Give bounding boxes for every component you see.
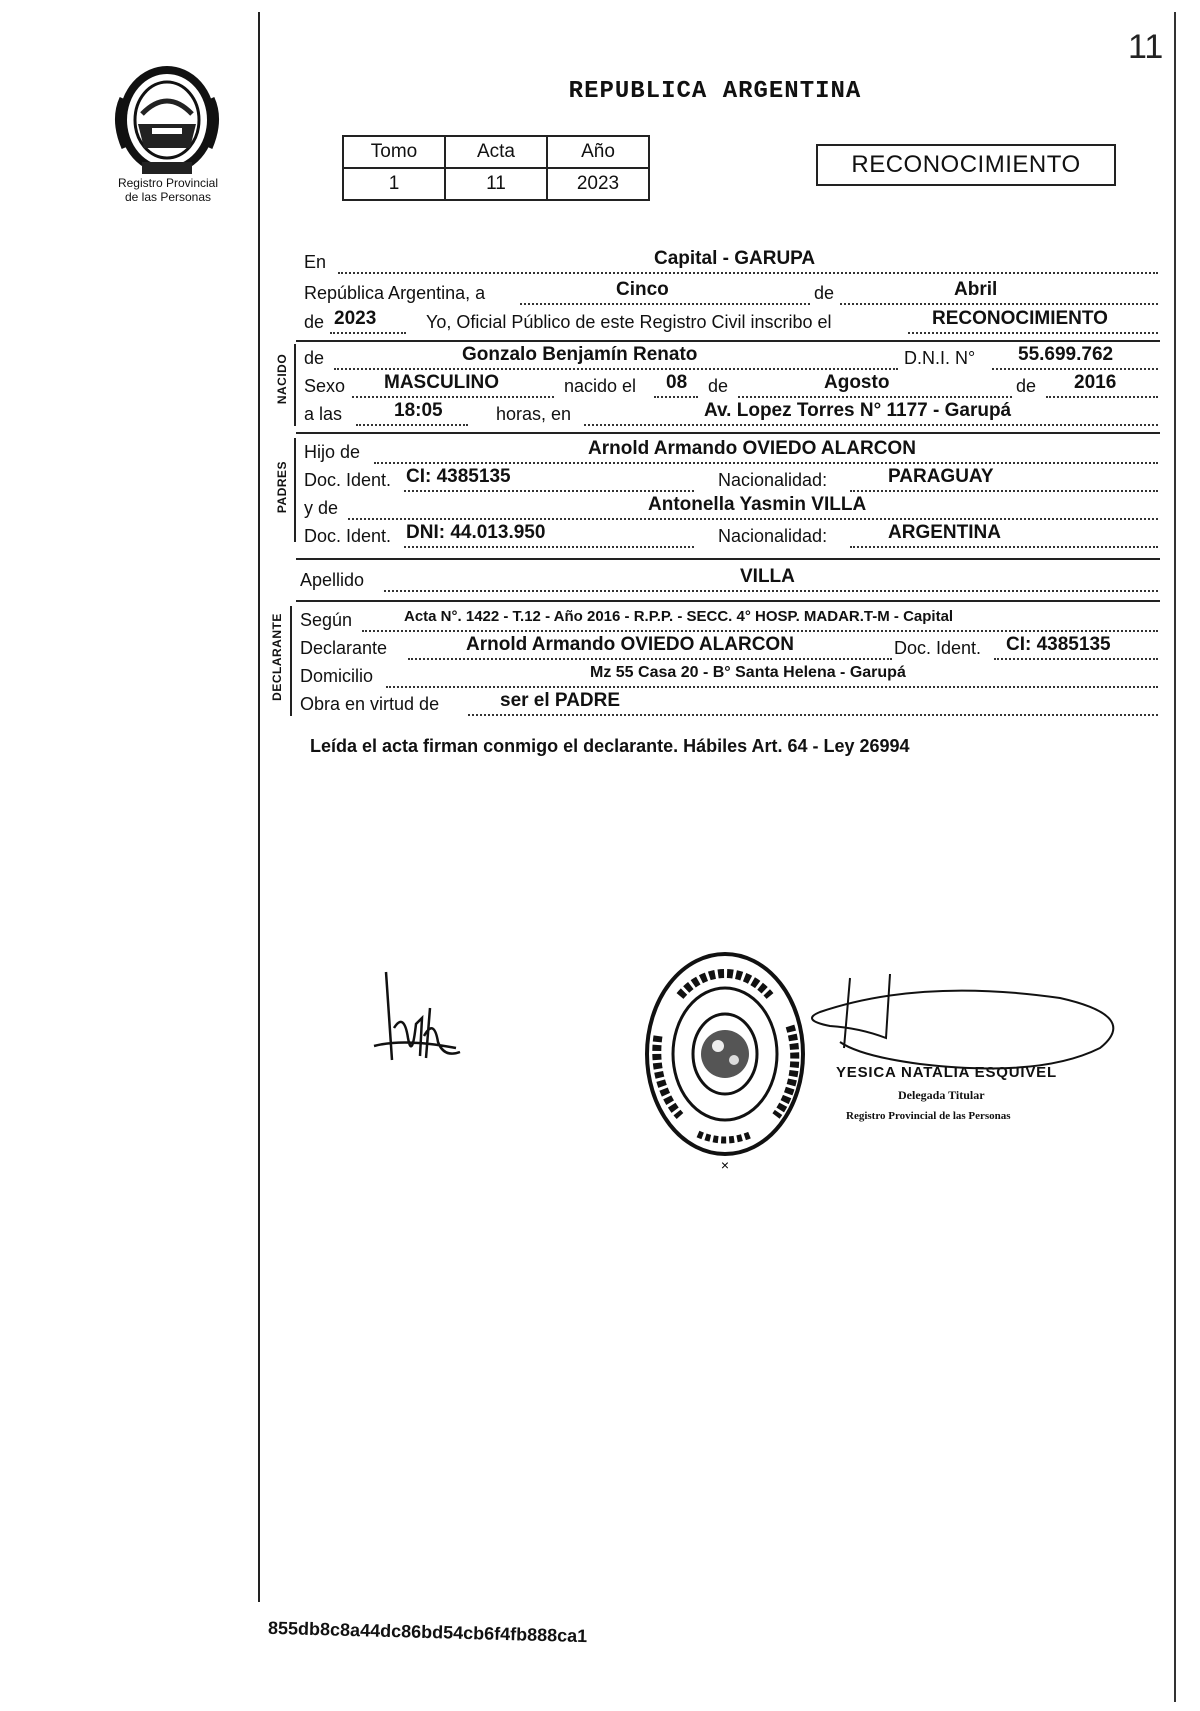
official-stamp <box>640 946 810 1176</box>
value-birth-month: Agosto <box>824 372 890 393</box>
svg-text:×: × <box>720 1157 730 1173</box>
value-tomo: 1 <box>343 168 445 200</box>
value-month: Abril <box>954 279 998 300</box>
value-mother-name: Antonella Yasmin VILLA <box>648 494 867 515</box>
page-title: REPUBLICA ARGENTINA <box>568 78 862 105</box>
record-type-box: RECONOCIMIENTO <box>816 144 1116 186</box>
value-birth-year: 2016 <box>1074 372 1117 393</box>
value-acta: 11 <box>445 168 547 200</box>
label-segun: Según <box>300 610 353 630</box>
row-obra <box>300 690 1158 716</box>
value-anio: 2023 <box>547 168 649 200</box>
value-father-name: Arnold Armando OVIEDO ALARCON <box>588 438 916 459</box>
value-inscribo: RECONOCIMIENTO <box>932 308 1108 329</box>
value-day: Cinco <box>616 279 669 300</box>
value-child-name: Gonzalo Benjamín Renato <box>462 344 698 365</box>
label-sexo: Sexo <box>304 376 346 396</box>
label-domicilio: Domicilio <box>300 666 374 686</box>
value-mother-nationality: ARGENTINA <box>888 522 1001 543</box>
value-en: Capital - GARUPA <box>654 248 816 269</box>
label-de-month: de <box>814 283 835 303</box>
separator-3 <box>296 558 1160 560</box>
value-obra: ser el PADRE <box>500 690 621 711</box>
value-dni: 55.699.762 <box>1018 344 1114 365</box>
label-mother-nacionalidad: Nacionalidad: <box>718 526 828 546</box>
label-declarante: Declarante <box>300 638 388 658</box>
value-birth-day: 08 <box>666 372 688 393</box>
value-birth-place: Av. Lopez Torres N° 1177 - Garupá <box>704 400 1012 421</box>
label-dni: D.N.I. N° <box>904 348 976 368</box>
page-number: 11 <box>1128 28 1164 66</box>
declarant-signature <box>364 968 474 1068</box>
separator-4 <box>296 600 1160 602</box>
row-inscribo <box>304 308 1158 334</box>
label-obra: Obra en virtud de <box>300 694 440 714</box>
row-hora <box>304 400 1158 426</box>
label-en: En <box>304 252 327 272</box>
row-name <box>304 344 1158 370</box>
row-madre <box>304 494 1158 520</box>
separator-2 <box>296 432 1160 434</box>
row-padre-doc <box>304 466 1158 492</box>
row-segun <box>300 606 1158 632</box>
label-birth-year-de: de <box>1016 376 1037 396</box>
label-nacido-el: nacido el <box>564 376 637 396</box>
left-margin-line <box>258 12 260 1602</box>
label-a-las: a las <box>304 404 343 424</box>
row-madre-doc <box>304 522 1158 548</box>
label-inscribo: Yo, Oficial Público de este Registro Civil inscribo el <box>426 312 832 332</box>
closing-statement: Leída el acta firman conmigo el declarante. Hábiles Art. 64 - Ley 26994 <box>310 736 910 756</box>
value-decl-doc: CI: 4385135 <box>1006 634 1111 655</box>
label-mother-doc-ident: Doc. Ident. <box>304 526 392 546</box>
header-tomo: Tomo <box>343 136 445 168</box>
value-domicilio: Mz 55 Casa 20 - B° Santa Helena - Garupá <box>590 664 906 681</box>
value-mother-doc: DNI: 44.013.950 <box>406 522 546 543</box>
row-fecha <box>304 279 1158 305</box>
registry-caption-line2: de las Personas <box>124 190 212 204</box>
record-number-table <box>342 135 650 201</box>
misiones-emblem-logo <box>108 58 226 186</box>
row-declarante <box>300 634 1158 660</box>
right-margin-line <box>1174 12 1176 1702</box>
value-apellido: VILLA <box>740 566 795 587</box>
label-apellido: Apellido <box>300 570 365 590</box>
label-decl-doc: Doc. Ident. <box>894 638 982 658</box>
official-office: Registro Provincial de las Personas <box>846 1110 1011 1122</box>
label-de-year: de <box>304 312 325 332</box>
registry-caption-line1: Registro Provincial <box>117 176 219 190</box>
label-republica: República Argentina, a <box>304 283 486 303</box>
official-name: YESICA NATALIA ESQUIVEL <box>836 1064 1057 1081</box>
value-father-nationality: PARAGUAY <box>888 466 994 487</box>
row-en <box>304 248 1158 274</box>
row-apellido <box>300 566 1158 592</box>
value-father-doc: CI: 4385135 <box>406 466 511 487</box>
label-y-de: y de <box>304 498 339 518</box>
row-sexo <box>304 372 1158 398</box>
label-hijo-de: Hijo de <box>304 442 361 462</box>
header-acta: Acta <box>445 136 547 168</box>
value-birth-time: 18:05 <box>394 400 443 421</box>
label-horas-en: horas, en <box>496 404 572 424</box>
value-segun: Acta N°. 1422 - T.12 - Año 2016 - R.P.P. - SECC. 4° HOSP. MADAR.T-M - Capital <box>404 608 954 625</box>
value-sexo: MASCULINO <box>384 372 500 393</box>
registry-caption <box>98 176 238 204</box>
section-declarante: DECLARANTE <box>270 613 284 701</box>
row-domicilio <box>300 662 1158 688</box>
separator-1 <box>296 340 1160 342</box>
document-hash: 855db8c8a44dc86bd54cb6f4fb888ca1 <box>267 1617 588 1647</box>
section-nacido: NACIDO <box>275 353 289 405</box>
row-padre <box>304 438 1158 464</box>
label-birth-de: de <box>708 376 729 396</box>
section-padres: PADRES <box>275 460 289 514</box>
value-year: 2023 <box>334 308 377 329</box>
label-de-name: de <box>304 348 325 368</box>
label-doc-ident: Doc. Ident. <box>304 470 392 490</box>
official-role: Delegada Titular <box>898 1088 985 1102</box>
header-anio: Año <box>547 136 649 168</box>
value-declarante: Arnold Armando OVIEDO ALARCON <box>466 634 794 655</box>
label-nacionalidad: Nacionalidad: <box>718 470 828 490</box>
